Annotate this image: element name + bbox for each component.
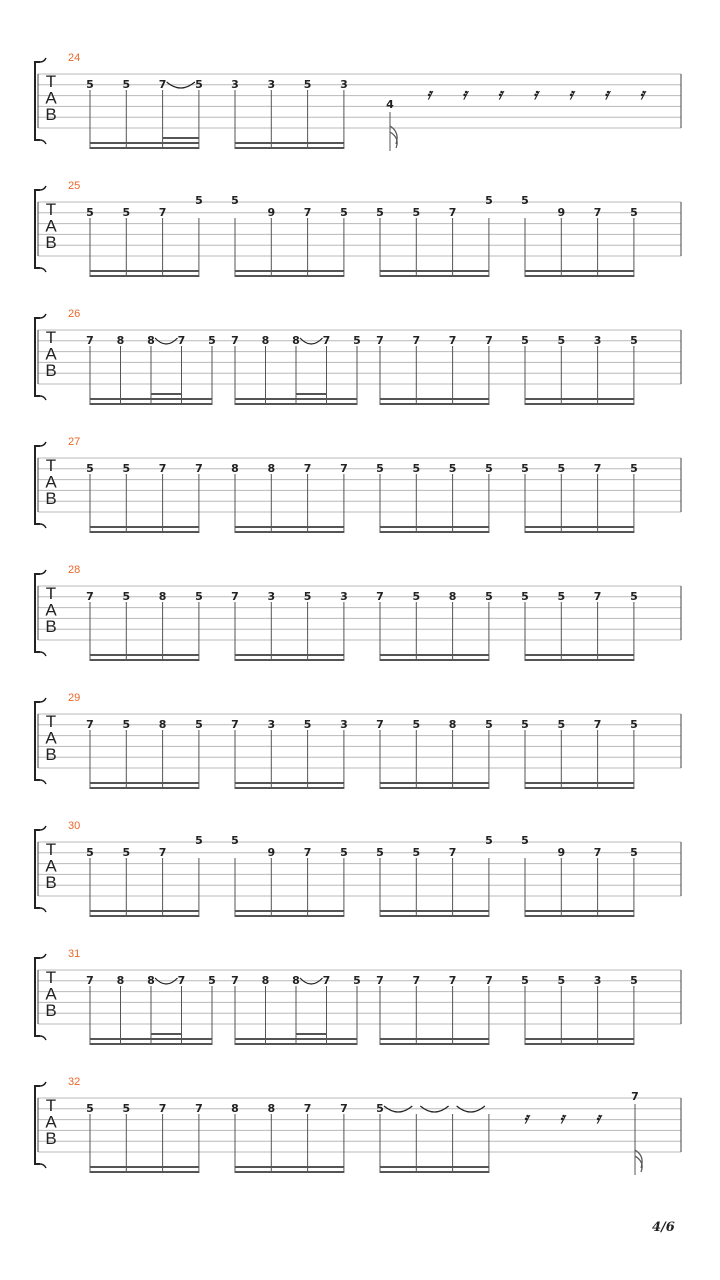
page-number: 4/6 [652,1220,675,1235]
fret-number: 5 [208,974,216,987]
bracket-hook-top [40,570,46,574]
system-26 [35,308,681,405]
fret-number: 7 [158,78,167,91]
fret-number: 5 [521,974,529,987]
fret-number: 5 [122,206,131,219]
fret-number: 5 [231,834,239,847]
bracket-hook-top [40,314,46,318]
tab-clef-b: B [45,105,57,124]
fret-number: 7 [593,206,602,219]
system-30 [35,820,681,917]
tab-clef-a: A [45,1112,57,1132]
note-flag [390,132,397,148]
fret-number: 7 [340,1102,348,1115]
bracket-hook-top [40,442,46,446]
fret-number: 3 [593,334,602,347]
fret-number: 7 [303,1102,312,1115]
fret-number: 5 [208,334,216,347]
fret-number: 7 [593,462,602,475]
tab-clef-t: T [45,456,57,475]
fret-number: 7 [195,1102,203,1115]
fret-number: 8 [158,590,167,603]
rest-32nd: 𝄿 [523,1109,529,1127]
rest-32nd: 𝄿 [595,1109,601,1127]
fret-number: 5 [195,590,203,603]
system-31 [35,948,681,1045]
fret-number: 7 [231,590,239,603]
fret-number: 3 [593,974,602,987]
fret-number: 5 [195,78,203,91]
fret-number: 5 [340,206,348,219]
fret-number: 7 [448,334,457,347]
fret-number: 7 [231,334,239,347]
tab-clef-b: B [45,233,57,252]
fret-number: 5 [122,846,131,859]
fret-number: 8 [292,334,300,347]
fret-number: 5 [86,846,94,859]
fret-number: 5 [630,334,638,347]
fret-number: 7 [448,846,457,859]
fret-number: 7 [376,974,384,987]
tab-clef-a: A [45,600,57,620]
fret-number: 5 [303,78,312,91]
fret-number: 7 [303,846,312,859]
rest-32nd: 𝄿 [426,85,432,103]
fret-number: 3 [340,718,348,731]
fret-number: 5 [521,194,529,207]
tab-clef-a: A [45,88,57,108]
fret-number: 5 [122,78,131,91]
rest-32nd: 𝄿 [533,85,538,103]
fret-number: 7 [158,846,167,859]
tab-clef-b: B [45,617,57,636]
bracket-hook-top [40,698,46,702]
fret-number: 5 [86,78,94,91]
fret-number: 5 [195,194,203,207]
fret-number: 7 [158,462,167,475]
fret-number: 7 [322,974,331,987]
fret-number: 5 [195,718,203,731]
fret-number: 7 [303,462,312,475]
measure-number: 24 [68,52,81,64]
fret-number: 9 [557,206,566,219]
fret-number: 5 [521,718,529,731]
fret-number: 5 [412,846,421,859]
measure-number: 25 [68,180,81,192]
fret-number: 8 [116,974,125,987]
tab-clef-t: T [45,1096,57,1115]
fret-number: 8 [448,590,457,603]
fret-number: 5 [630,974,638,987]
rest-32nd: 𝄿 [497,85,503,103]
tab-clef-a: A [45,984,57,1004]
fret-number: 5 [340,846,348,859]
fret-number: 5 [521,462,529,475]
fret-number: 8 [448,718,457,731]
tab-clef-t: T [45,328,57,347]
fret-number: 3 [267,78,276,91]
fret-number: 9 [557,846,566,859]
system-24 [35,52,681,151]
tab-clef-t: T [45,584,57,603]
tab-clef-t: T [45,712,57,731]
measure-number: 30 [68,820,81,832]
fret-number: 5 [376,1102,384,1115]
fret-number: 5 [122,590,131,603]
rest-32nd: 𝄿 [604,85,609,103]
system-27 [35,436,681,533]
fret-number: 5 [412,590,421,603]
fret-number: 3 [340,78,348,91]
fret-number: 7 [86,590,94,603]
fret-number: 7 [86,974,94,987]
fret-number: 5 [412,718,421,731]
fret-number: 5 [412,206,421,219]
fret-number: 5 [303,590,312,603]
fret-number: 8 [147,974,155,987]
fret-number: 8 [116,334,125,347]
fret-number: 7 [231,974,239,987]
fret-number: 7 [485,334,493,347]
fret-number: 5 [485,590,493,603]
tab-clef-b: B [45,489,57,508]
fret-number: 5 [376,846,384,859]
fret-number: 5 [557,590,566,603]
fret-number: 7 [86,334,94,347]
system-25 [35,180,681,277]
fret-number: 8 [261,974,270,987]
tab-clef-a: A [45,856,57,876]
fret-number: 8 [158,718,167,731]
tab-clef-t: T [45,968,57,987]
tab-clef-b: B [45,1001,57,1020]
fret-number: 7 [376,334,384,347]
fret-number: 3 [267,590,276,603]
system-29 [35,692,681,789]
measure-number: 27 [68,436,81,448]
fret-number: 8 [231,1102,239,1115]
fret-number: 5 [557,334,566,347]
fret-number: 7 [448,206,457,219]
fret-number: 7 [593,846,602,859]
fret-number: 7 [86,718,94,731]
tab-clef-a: A [45,728,57,748]
fret-number: 5 [485,194,493,207]
fret-number: 8 [261,334,270,347]
fret-number: 7 [593,718,602,731]
bracket-hook-top [40,826,46,830]
bracket-hook-top [40,1082,46,1086]
fret-number: 5 [557,718,566,731]
bracket-hook-top [40,186,46,190]
bracket-hook-top [40,954,46,958]
fret-number: 5 [630,846,638,859]
fret-number: 5 [353,974,361,987]
fret-number: 5 [353,334,361,347]
rest-32nd: 𝄿 [462,85,467,103]
fret-number: 8 [267,462,276,475]
tab-clef-a: A [45,472,57,492]
fret-number: 5 [557,974,566,987]
bracket-hook-bottom [40,908,46,912]
fret-number: 7 [158,1102,167,1115]
fret-number: 7 [158,206,167,219]
note-flag [635,1156,642,1172]
fret-number: 5 [122,462,131,475]
fret-number: 5 [485,718,493,731]
measure-number: 32 [68,1076,81,1088]
bracket-hook-bottom [40,1036,46,1040]
fret-number: 7 [195,462,203,475]
fret-number: 7 [448,974,457,987]
fret-number: 7 [177,334,186,347]
fret-number: 7 [485,974,493,987]
fret-number: 7 [593,590,602,603]
measure-number: 28 [68,564,81,576]
fret-number: 5 [630,462,638,475]
fret-number: 5 [86,1102,94,1115]
fret-number: 5 [485,462,493,475]
fret-number: 5 [521,590,529,603]
tab-clef-b: B [45,361,57,380]
tab-clef-b: B [45,745,57,764]
tab-clef-t: T [45,200,57,219]
rest-32nd: 𝄿 [639,85,645,103]
fret-number: 7 [376,590,384,603]
fret-number: 5 [630,590,638,603]
bracket-hook-bottom [40,780,46,784]
fret-number: 5 [122,718,131,731]
fret-number: 5 [376,462,384,475]
bracket-hook-bottom [40,396,46,400]
fret-number: 5 [195,834,203,847]
fret-number: 8 [231,462,239,475]
fret-number: 5 [448,462,457,475]
tab-clef-b: B [45,873,57,892]
fret-number: 5 [303,718,312,731]
tab-clef-t: T [45,72,57,91]
system-32 [35,1076,681,1175]
bracket-hook-bottom [40,1164,46,1168]
fret-number: 5 [412,462,421,475]
measure-number: 26 [68,308,81,320]
tab-clef-t: T [45,840,57,859]
fret-number: 5 [376,206,384,219]
bracket-hook-bottom [40,268,46,272]
fret-number: 8 [267,1102,276,1115]
fret-number: 5 [231,194,239,207]
rest-32nd: 𝄿 [568,85,574,103]
fret-number: 8 [292,974,300,987]
fret-number: 7 [177,974,186,987]
fret-number: 5 [122,1102,131,1115]
fret-number: 5 [485,834,493,847]
measure-number: 29 [68,692,81,704]
fret-number: 3 [340,590,348,603]
fret-number: 5 [630,718,638,731]
bracket-hook-bottom [40,652,46,656]
fret-number: 7 [303,206,312,219]
tab-clef-b: B [45,1129,57,1148]
fret-number: 7 [412,334,421,347]
fret-number: 9 [267,846,276,859]
bracket-hook-top [40,58,46,62]
fret-number: 7 [322,334,331,347]
fret-number: 5 [521,334,529,347]
fret-number: 7 [376,718,384,731]
fret-number: 8 [147,334,155,347]
measure-number: 31 [68,948,81,960]
fret-number: 4 [386,98,394,111]
system-28 [35,564,681,661]
fret-number: 5 [521,834,529,847]
fret-number: 7 [412,974,421,987]
tab-clef-a: A [45,344,57,364]
fret-number: 5 [86,206,94,219]
fret-number: 7 [340,462,348,475]
fret-number: 9 [267,206,276,219]
fret-number: 7 [631,1090,639,1103]
tab-clef-a: A [45,216,57,236]
fret-number: 7 [231,718,239,731]
bracket-hook-bottom [40,524,46,528]
fret-number: 3 [231,78,239,91]
fret-number: 5 [86,462,94,475]
bracket-hook-bottom [40,140,46,144]
fret-number: 3 [267,718,276,731]
rest-32nd: 𝄿 [559,1109,565,1127]
fret-number: 5 [557,462,566,475]
fret-number: 5 [630,206,638,219]
